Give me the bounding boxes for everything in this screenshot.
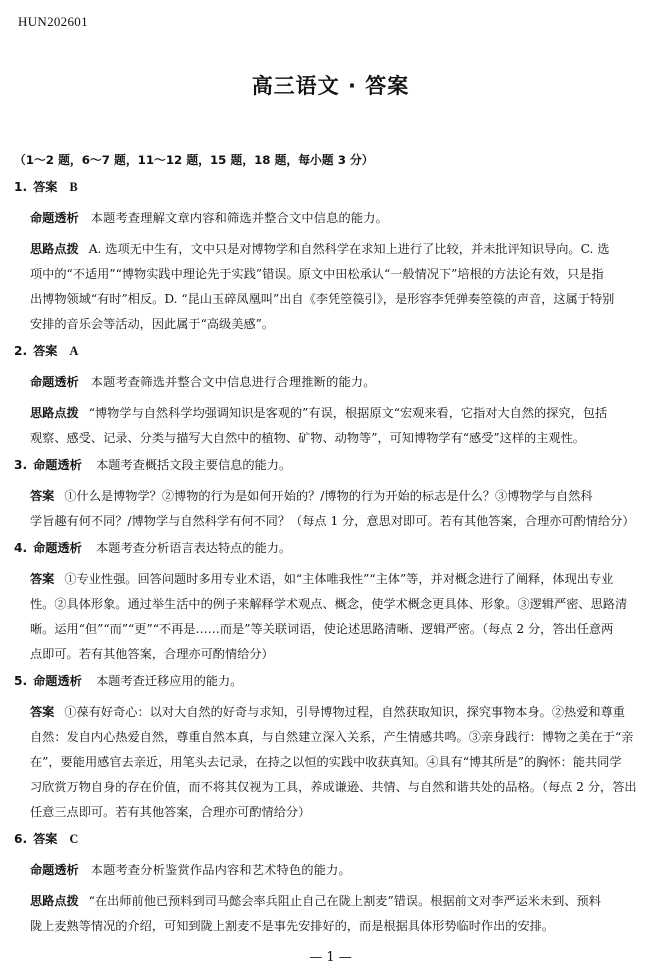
intent-label: 命题透析: [33, 674, 82, 688]
hint-line: “在出师前他已预料到司马懿会率兵阻止自己在陇上割麦”错误。根据前文对李严运米未到、预料: [88, 894, 601, 908]
answer-line: 任意三点即可。若有其他答案，合理亦可酌情给分）: [30, 805, 311, 819]
hint-line: 陇上麦熟等情况的介绍，可知到陇上割麦不是事先安排好的，而是根据具体形势临时作出的安排。: [30, 919, 555, 933]
question-3-header: [14, 453, 649, 478]
question-6-intent: [14, 858, 649, 883]
answer-value: B: [69, 180, 78, 194]
answer-label: 答案: [33, 180, 58, 194]
answer-line: 在”，要能用感官去亲近，用笔头去记录，在持之以恒的实践中收获真知。④具有“博其所是”的胸怀：能共同学: [30, 755, 622, 769]
intent-label: 命题透析: [33, 541, 82, 555]
intent-text: 本题考查概括文段主要信息的能力。: [96, 458, 292, 472]
question-number: 5.: [14, 674, 28, 688]
question-number: 3.: [14, 458, 28, 472]
answer-line: ①专业性强。回答问题时多用专业术语，如“主体唯我性”“主体”等，并对概念进行了阐释，体现出专业: [64, 572, 614, 586]
answer-label: 答案: [33, 344, 58, 358]
intent-label: 命题透析: [33, 458, 82, 472]
question-4-answer: [14, 567, 649, 667]
answer-value: C: [69, 832, 79, 846]
intent-text: 本题考查迁移应用的能力。: [96, 674, 243, 688]
hint-line: 安排的音乐会等活动，因此属于“高级美感”。: [30, 317, 275, 331]
answer-line: 晰。运用“但”“而”“更”“不再是……而是”等关联词语，使论述思路清晰、逻辑严密。（每点 2 分，答出任意两: [30, 622, 614, 636]
question-1-intent: [14, 206, 649, 231]
answer-body: [14, 148, 649, 939]
answer-line: 点即可。若有其他答案，合理亦可酌情给分）: [30, 647, 274, 661]
answer-label: 答案: [30, 705, 55, 719]
answer-line: 习欣赏万物自身的存在价值，而不将其仅视为工具，养成谦逊、共情、与自然和谐共处的品格。（每点 2 分，答出: [30, 780, 637, 794]
answer-label: 答案: [30, 489, 55, 503]
hint-label: 思路点拨: [30, 242, 79, 256]
intent-text: 本题考查分析语言表达特点的能力。: [96, 541, 292, 555]
answer-line: ①葆有好奇心：以对大自然的好奇与求知，引导博物过程，自然获取知识，探究事物本身。②热爱和尊重: [64, 705, 625, 719]
answer-line: 学旨趣有何不同？/博物学与自然科学有何不同？（每点 1 分，意思对即可。若有其他答案，合理亦可酌情给分）: [30, 514, 635, 528]
score-note: （1～2 题，6～7 题，11～12 题，15 题，18 题，每小题 3 分）: [14, 153, 374, 167]
exam-code: HUN202601: [18, 14, 88, 29]
question-2-header: [14, 339, 649, 364]
hint-line: A. 选项无中生有，文中只是对博物学和自然科学在求知上进行了比较，并未批评知识导向。C. 选: [88, 242, 610, 256]
question-1-hint: [14, 237, 649, 337]
answer-value: A: [69, 344, 79, 358]
page-title: 高三语文 · 答案: [251, 74, 410, 98]
intent-text: 本题考查理解文章内容和筛选并整合文中信息的能力。: [90, 211, 389, 225]
question-4-header: [14, 536, 649, 561]
intent-label: 命题透析: [30, 863, 79, 877]
answer-line: 性。②具体形象。通过举生活中的例子来解释学术观点、概念，使学术概念更具体、形象。③逻辑严密、思路清: [30, 597, 628, 611]
question-number: 2.: [14, 344, 28, 358]
hint-line: 观察、感受、记录、分类与描写大自然中的植物、矿物、动物等”，可知博物学有“感受”这样的主观性。: [30, 431, 585, 445]
intent-label: 命题透析: [30, 211, 79, 225]
question-number: 4.: [14, 541, 28, 555]
question-5-header: [14, 669, 649, 694]
page-number: — 1 —: [309, 950, 352, 965]
hint-line: 出博物领域“有时”相反。D. “昆山玉碎凤凰叫”出自《李凭箜篌引》，是形容李凭弹奏箜篌的声音，这属于特别: [30, 292, 615, 306]
question-6-hint: [14, 889, 649, 939]
answer-label: 答案: [33, 832, 58, 846]
question-number: 6.: [14, 832, 28, 846]
hint-line: 项中的“不适用”“博物实践中理论先于实践”错误。原文中田松承认“一般情况下”培根的方法论有效，只是指: [30, 267, 604, 281]
intent-text: 本题考查分析鉴赏作品内容和艺术特色的能力。: [90, 863, 351, 877]
hint-label: 思路点拨: [30, 406, 79, 420]
hint-label: 思路点拨: [30, 894, 79, 908]
intent-text: 本题考查筛选并整合文中信息进行合理推断的能力。: [90, 375, 376, 389]
question-1-header: [14, 175, 649, 200]
intent-label: 命题透析: [30, 375, 79, 389]
question-6-header: [14, 827, 649, 852]
question-2-intent: [14, 370, 649, 395]
answer-line: 自然：发自内心热爱自然，尊重自然本真，与自然建立深入关系，产生情感共鸣。③亲身践行：博物之美在于“亲: [30, 730, 634, 744]
answer-line: ①什么是博物学？②博物的行为是如何开始的？/博物的行为开始的标志是什么？③博物学与自然科: [64, 489, 593, 503]
question-3-answer: [14, 484, 649, 534]
question-number: 1.: [14, 180, 28, 194]
hint-line: “博物学与自然科学均强调知识是客观的”有误，根据原文“宏观来看，它指对大自然的探究，包括: [88, 406, 608, 420]
question-2-hint: [14, 401, 649, 451]
question-5-answer: [14, 700, 649, 825]
answer-label: 答案: [30, 572, 55, 586]
